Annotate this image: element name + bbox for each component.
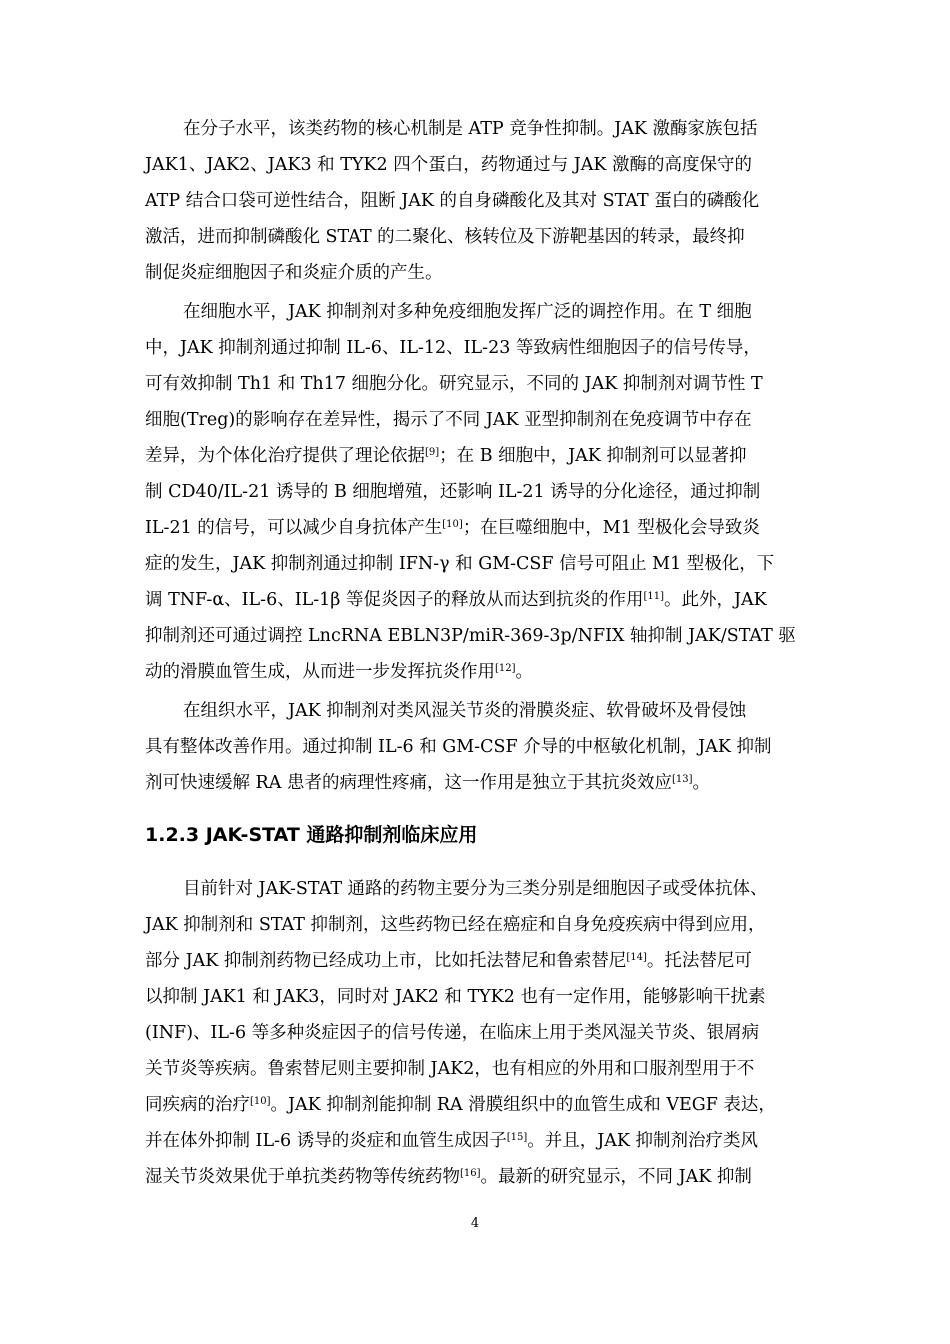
text-line: 部分 JAK 抑制剂药物已经成功上市，比如托法替尼和鲁索替尼[14]。托法替尼可 [145,951,752,971]
text-line: 抑制剂还可通过调控 LncRNA EBLN3P/miR-369-3p/NFIX 轴抑制 JAK/STAT 驱 [145,626,796,646]
citation-ref: [15] [506,1132,528,1143]
text-line: 同疾病的治疗[10]。JAK 抑制剂能抑制 RA 滑膜组织中的血管生成和 VEGF 表达， [145,1095,776,1115]
text-line: 在细胞水平，JAK 抑制剂对多种免疫细胞发挥广泛的调控作用。在 T 细胞 [183,302,752,322]
citation-ref: [9] [425,447,440,458]
citation-ref: [10] [442,519,463,530]
citation-ref: [10] [250,1096,271,1107]
citation-ref: [12] [495,663,516,674]
citation-ref: [11] [643,591,665,602]
section-heading: 1.2.3 JAK-STAT 通路抑制剂临床应用 [145,824,478,846]
text-line: 在组织水平，JAK 抑制剂对类风湿关节炎的滑膜炎症、软骨破坏及骨侵蚀 [183,701,747,721]
text-line: 调 TNF-α、IL-6、IL-1β 等促炎因子的释放从而达到抗炎的作用[11]。此外，JAK [145,590,767,610]
text-line: JAK 抑制剂和 STAT 抑制剂，这些药物已经在癌症和自身免疫疾病中得到应用， [145,915,766,935]
citation-ref: [14] [626,952,647,963]
text-line: 激活，进而抑制磷酸化 STAT 的二聚化、核转位及下游靶基因的转录，最终抑 [145,227,745,247]
text-line: JAK1、JAK2、JAK3 和 TYK2 四个蛋白，药物通过与 JAK 激酶的高度保守的 [145,155,753,175]
text-line: 以抑制 JAK1 和 JAK3，同时对 JAK2 和 TYK2 也有一定作用，能够影响干扰素 [145,987,766,1007]
citation-ref: [13] [671,774,693,785]
page-number: 4 [470,1216,480,1231]
text-line: 剂可快速缓解 RA 患者的病理性疼痛，这一作用是独立于其抗炎效应[13]。 [145,773,710,793]
text-line: (INF)、IL-6 等多种炎症因子的信号传递，在临床上用于类风湿关节炎、银屑病 [145,1023,760,1043]
text-line: 并在体外抑制 IL-6 诱导的炎症和血管生成因子[15]。并且，JAK 抑制剂治疗类风 [145,1131,759,1151]
text-line: 中，JAK 抑制剂通过抑制 IL-6、IL-12、IL-23 等致病性细胞因子的信号传导， [145,338,761,358]
text-line: 具有整体改善作用。通过抑制 IL-6 和 GM-CSF 介导的中枢敏化机制，JAK 抑制 [145,737,772,757]
text-line: IL-21 的信号，可以减少自身抗体产生[10]；在巨噬细胞中，M1 型极化会导致炎 [145,518,760,538]
citation-ref: [16] [460,1168,481,1179]
text-line: 差异，为个体化治疗提供了理论依据[9]；在 B 细胞中，JAK 抑制剂可以显著抑 [145,446,747,466]
text-line: 细胞(Treg)的影响存在差异性，揭示了不同 JAK 亚型抑制剂在免疫调节中存在 [145,410,752,430]
text-line: 在分子水平，该类药物的核心机制是 ATP 竞争性抑制。JAK 激酶家族包括 [183,119,758,139]
text-line: 制 CD40/IL-21 诱导的 B 细胞增殖，还影响 IL-21 诱导的分化途径，通过抑制 [145,482,761,502]
text-line: 湿关节炎效果优于单抗类药物等传统药物[16]。最新的研究显示，不同 JAK 抑制 [145,1167,752,1187]
text-line: 可有效抑制 Th1 和 Th17 细胞分化。研究显示，不同的 JAK 抑制剂对调节性 T [145,374,763,394]
text-line: ATP 结合口袋可逆性结合，阻断 JAK 的自身磷酸化及其对 STAT 蛋白的磷酸化 [145,191,760,211]
text-line: 症的发生，JAK 抑制剂通过抑制 IFN-γ 和 GM-CSF 信号可阻止 M1 型极化，下 [145,554,775,574]
text-line: 制促炎症细胞因子和炎症介质的产生。 [145,263,443,283]
text-line: 目前针对 JAK-STAT 通路的药物主要分为三类分别是细胞因子或受体抗体、 [183,879,768,899]
text-line: 关节炎等疾病。鲁索替尼则主要抑制 JAK2，也有相应的外用和口服剂型用于不 [145,1059,755,1079]
text-line: 动的滑膜血管生成，从而进一步发挥抗炎作用[12]。 [145,662,534,682]
